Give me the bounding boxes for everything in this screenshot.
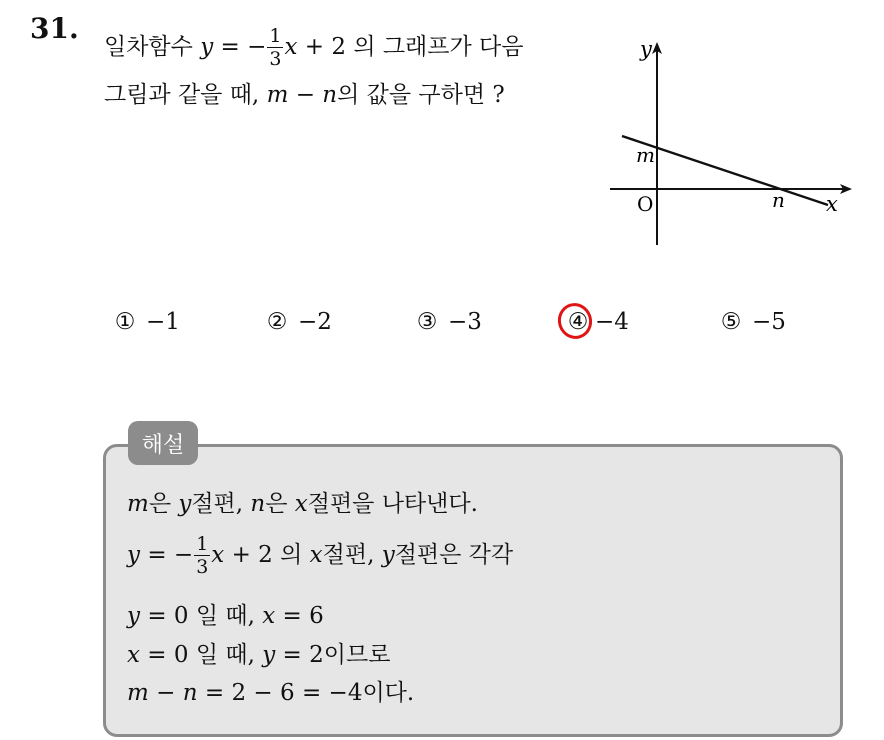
var-x: x — [309, 542, 323, 568]
equals-sign: = — [147, 603, 167, 629]
y-axis-label: y — [640, 37, 652, 61]
text: 이므로 — [323, 642, 391, 668]
constant: 2 — [258, 542, 273, 568]
choice-4[interactable] — [565, 309, 629, 335]
fraction — [267, 27, 283, 69]
text: 절편을 나타낸다. — [307, 491, 478, 517]
equals-sign: = — [282, 642, 302, 668]
var-x: x — [284, 34, 298, 60]
fraction — [194, 535, 210, 577]
choice-number: ① — [114, 309, 136, 335]
question-suffix: 의 그래프가 다음 — [353, 34, 524, 60]
solution-line-2 — [127, 535, 513, 577]
choice-number: ② — [266, 309, 288, 335]
var-x: x — [127, 642, 140, 668]
var-x: x — [211, 542, 225, 568]
choice-value: −1 — [146, 309, 180, 335]
fraction-numerator: 1 — [269, 25, 282, 47]
choice-number: ⑤ — [720, 309, 742, 335]
minus-sign: − — [295, 82, 315, 108]
number: 6 — [309, 603, 324, 629]
answer-circle-mark — [553, 299, 596, 344]
answer-choices — [112, 309, 812, 343]
fraction-denominator: 3 — [269, 48, 282, 70]
var-x: x — [294, 491, 308, 517]
solution-tab: 해설 — [128, 421, 198, 465]
minus-sign: − — [247, 34, 267, 60]
question-suffix-2: 의 값을 구하면 ? — [337, 82, 505, 108]
n-intercept-label: n — [772, 188, 785, 212]
text: 절편, — [322, 542, 375, 568]
number: 2 — [231, 680, 247, 706]
var-m: m — [266, 82, 289, 108]
choice-3[interactable] — [414, 309, 482, 335]
text: 일 때, — [195, 642, 255, 668]
text: 은 — [265, 491, 288, 517]
equals-sign: = — [282, 603, 302, 629]
text: 이다. — [362, 680, 415, 706]
choice-2[interactable] — [264, 309, 332, 335]
question-line-1 — [104, 27, 523, 69]
text: 절편, — [191, 491, 244, 517]
choice-value: −3 — [448, 309, 482, 335]
solution-line-5 — [127, 674, 414, 707]
var-n: n — [250, 491, 266, 517]
number: −4 — [328, 680, 363, 706]
m-intercept-label: m — [636, 143, 655, 167]
line-graph — [600, 30, 860, 250]
number: 6 — [280, 680, 295, 706]
choice-number — [565, 309, 591, 335]
var-y: y — [127, 542, 140, 568]
plus-sign: + — [231, 542, 251, 568]
equals-sign: = — [220, 34, 240, 60]
origin-label: O — [637, 192, 654, 216]
equals-sign: = — [147, 642, 167, 668]
text: 은 — [148, 491, 172, 517]
var-m: m — [127, 680, 149, 706]
question-line-2 — [104, 76, 505, 109]
var-y: y — [178, 491, 192, 517]
solution-line-4 — [127, 636, 390, 669]
choice-value: −2 — [298, 309, 332, 335]
choice-1[interactable] — [112, 309, 180, 335]
solution-line-1 — [127, 485, 478, 518]
constant: 2 — [331, 34, 346, 60]
var-m: m — [127, 491, 149, 517]
choice-value: −4 — [595, 309, 629, 335]
var-y: y — [200, 34, 214, 60]
text: 일 때, — [195, 603, 255, 629]
number: 0 — [173, 603, 189, 629]
minus-sign: − — [156, 680, 176, 706]
choice-number: ③ — [416, 309, 438, 335]
var-y: y — [262, 642, 276, 668]
text: 의 — [280, 542, 303, 568]
question-number: 31. — [30, 12, 79, 45]
choice-number-glyph: ④ — [567, 309, 589, 335]
var-y: y — [127, 603, 140, 629]
var-y: y — [381, 542, 395, 568]
solution-line-3 — [127, 597, 324, 630]
equals-sign: = — [147, 542, 167, 568]
minus-sign: − — [253, 680, 273, 706]
number: 0 — [173, 642, 189, 668]
equals-sign: = — [301, 680, 322, 706]
choice-value: −5 — [752, 309, 786, 335]
question-prefix: 일차함수 — [104, 34, 193, 60]
var-n: n — [182, 680, 198, 706]
choice-5[interactable] — [718, 309, 786, 335]
number: 2 — [309, 642, 324, 668]
text: 절편은 각각 — [394, 542, 514, 568]
x-axis-label: x — [826, 192, 838, 216]
question-prefix-2: 그림과 같을 때, — [104, 82, 260, 108]
fraction-numerator: 1 — [196, 533, 209, 555]
equals-sign: = — [204, 680, 225, 706]
fraction-denominator: 3 — [196, 556, 209, 578]
var-n: n — [322, 82, 338, 108]
plus-sign: + — [304, 34, 325, 60]
var-x: x — [262, 603, 276, 629]
minus-sign: − — [173, 542, 194, 568]
